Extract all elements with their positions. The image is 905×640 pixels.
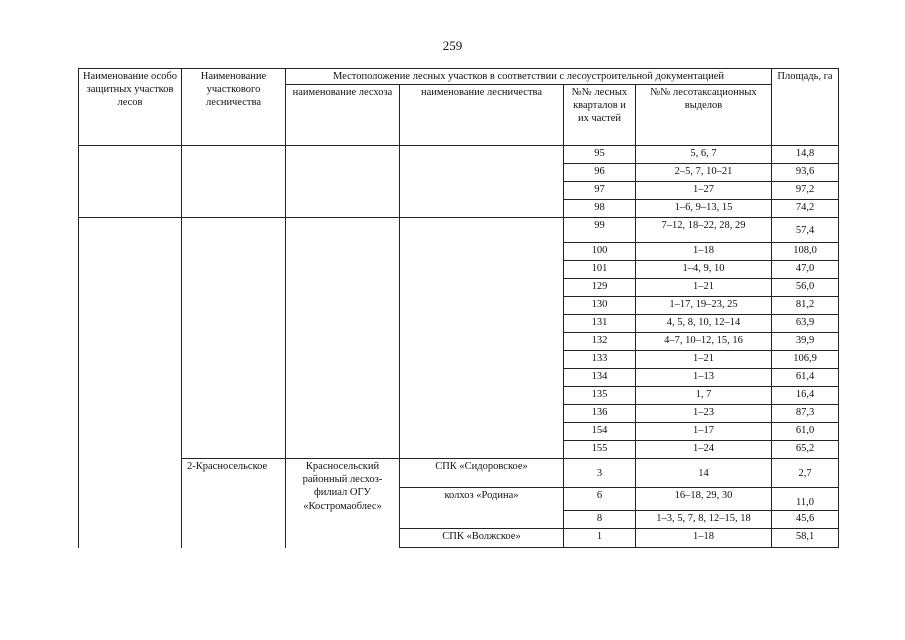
lesnichestvo-cell: колхоз «Родина»	[400, 488, 564, 529]
allotment-cell: 1–4, 9, 10	[636, 261, 772, 279]
quarter-cell: 130	[564, 297, 636, 315]
header-district-forestry-name: Наименование участкового лесничества	[182, 69, 286, 146]
quarter-cell: 133	[564, 351, 636, 369]
empty-cell	[400, 218, 564, 459]
allotment-cell: 1–18	[636, 243, 772, 261]
area-cell: 2,7	[772, 459, 839, 488]
quarter-cell: 95	[564, 146, 636, 164]
quarter-cell: 96	[564, 164, 636, 182]
district-forestry-cell: 2-Красносельское	[182, 459, 286, 548]
allotment-cell: 1–27	[636, 182, 772, 200]
allotment-cell: 16–18, 29, 30	[636, 488, 772, 511]
allotment-cell: 1–21	[636, 351, 772, 369]
area-cell: 56,0	[772, 279, 839, 297]
table-header	[79, 69, 839, 146]
lesnichestvo-cell: СПК «Волжское»	[400, 529, 564, 548]
empty-cell	[182, 218, 286, 459]
allotment-cell: 1–17, 19–23, 25	[636, 297, 772, 315]
table-row	[79, 459, 839, 488]
area-cell: 97,2	[772, 182, 839, 200]
quarter-cell: 131	[564, 315, 636, 333]
area-cell: 74,2	[772, 200, 839, 218]
allotment-cell: 1–3, 5, 7, 8, 12–15, 18	[636, 511, 772, 529]
quarter-cell: 154	[564, 423, 636, 441]
area-cell: 58,1	[772, 529, 839, 548]
forest-plots-table	[78, 68, 839, 548]
allotment-cell: 1–24	[636, 441, 772, 459]
quarter-cell: 8	[564, 511, 636, 529]
area-cell: 45,6	[772, 511, 839, 529]
allotment-cell: 1–21	[636, 279, 772, 297]
area-cell: 47,0	[772, 261, 839, 279]
area-cell: 61,0	[772, 423, 839, 441]
quarter-cell: 3	[564, 459, 636, 488]
empty-cell	[182, 146, 286, 218]
header-leshoz-name: наименование лесхоза	[286, 85, 400, 146]
page-number: 259	[442, 38, 463, 53]
quarter-cell: 101	[564, 261, 636, 279]
area-cell: 65,2	[772, 441, 839, 459]
header-protected-areas-name: Наименование особо защитных участков лесов	[79, 69, 182, 146]
area-cell: 14,8	[772, 146, 839, 164]
allotment-cell: 4, 5, 8, 10, 12–14	[636, 315, 772, 333]
area-cell: 87,3	[772, 405, 839, 423]
header-lesnichestvo-name: наименование лесничества	[400, 85, 564, 146]
quarter-cell: 129	[564, 279, 636, 297]
area-cell: 108,0	[772, 243, 839, 261]
empty-cell	[286, 218, 400, 459]
header-allotments: №№ лесотаксационных выделов	[636, 85, 772, 146]
allotment-cell: 1, 7	[636, 387, 772, 405]
empty-cell	[286, 146, 400, 218]
header-area: Площадь, га	[772, 69, 839, 146]
area-cell: 39,9	[772, 333, 839, 351]
allotment-cell: 1–18	[636, 529, 772, 548]
table-body	[79, 146, 839, 548]
allotment-cell: 7–12, 18–22, 28, 29	[636, 218, 772, 243]
area-cell: 57,4	[772, 218, 839, 243]
allotment-cell: 1–23	[636, 405, 772, 423]
quarter-cell: 136	[564, 405, 636, 423]
allotment-cell: 4–7, 10–12, 15, 16	[636, 333, 772, 351]
table-row	[79, 218, 839, 243]
area-cell: 81,2	[772, 297, 839, 315]
quarter-cell: 99	[564, 218, 636, 243]
empty-cell	[79, 146, 182, 218]
quarter-cell: 98	[564, 200, 636, 218]
area-cell: 63,9	[772, 315, 839, 333]
allotment-cell: 1–17	[636, 423, 772, 441]
quarter-cell: 135	[564, 387, 636, 405]
area-cell: 106,9	[772, 351, 839, 369]
allotment-cell: 5, 6, 7	[636, 146, 772, 164]
area-cell: 11,0	[772, 488, 839, 511]
allotment-cell: 1–6, 9–13, 15	[636, 200, 772, 218]
area-cell: 93,6	[772, 164, 839, 182]
allotment-cell: 14	[636, 459, 772, 488]
allotment-cell: 2–5, 7, 10–21	[636, 164, 772, 182]
quarter-cell: 155	[564, 441, 636, 459]
table-row	[79, 146, 839, 164]
header-location-group: Местоположение лесных участков в соответствии с лесоустроительной документацией	[286, 69, 772, 85]
quarter-cell: 97	[564, 182, 636, 200]
header-quarters: №№ лесных кварталов и их частей	[564, 85, 636, 146]
empty-cell	[400, 146, 564, 218]
empty-cell	[79, 218, 182, 548]
lesnichestvo-cell: СПК «Сидоровское»	[400, 459, 564, 488]
allotment-cell: 1–13	[636, 369, 772, 387]
quarter-cell: 6	[564, 488, 636, 511]
quarter-cell: 1	[564, 529, 636, 548]
quarter-cell: 134	[564, 369, 636, 387]
leshoz-cell: Красносельский районный лесхоз-филиал ОГУ «Костромаоблес»	[286, 459, 400, 548]
area-cell: 61,4	[772, 369, 839, 387]
quarter-cell: 132	[564, 333, 636, 351]
quarter-cell: 100	[564, 243, 636, 261]
area-cell: 16,4	[772, 387, 839, 405]
